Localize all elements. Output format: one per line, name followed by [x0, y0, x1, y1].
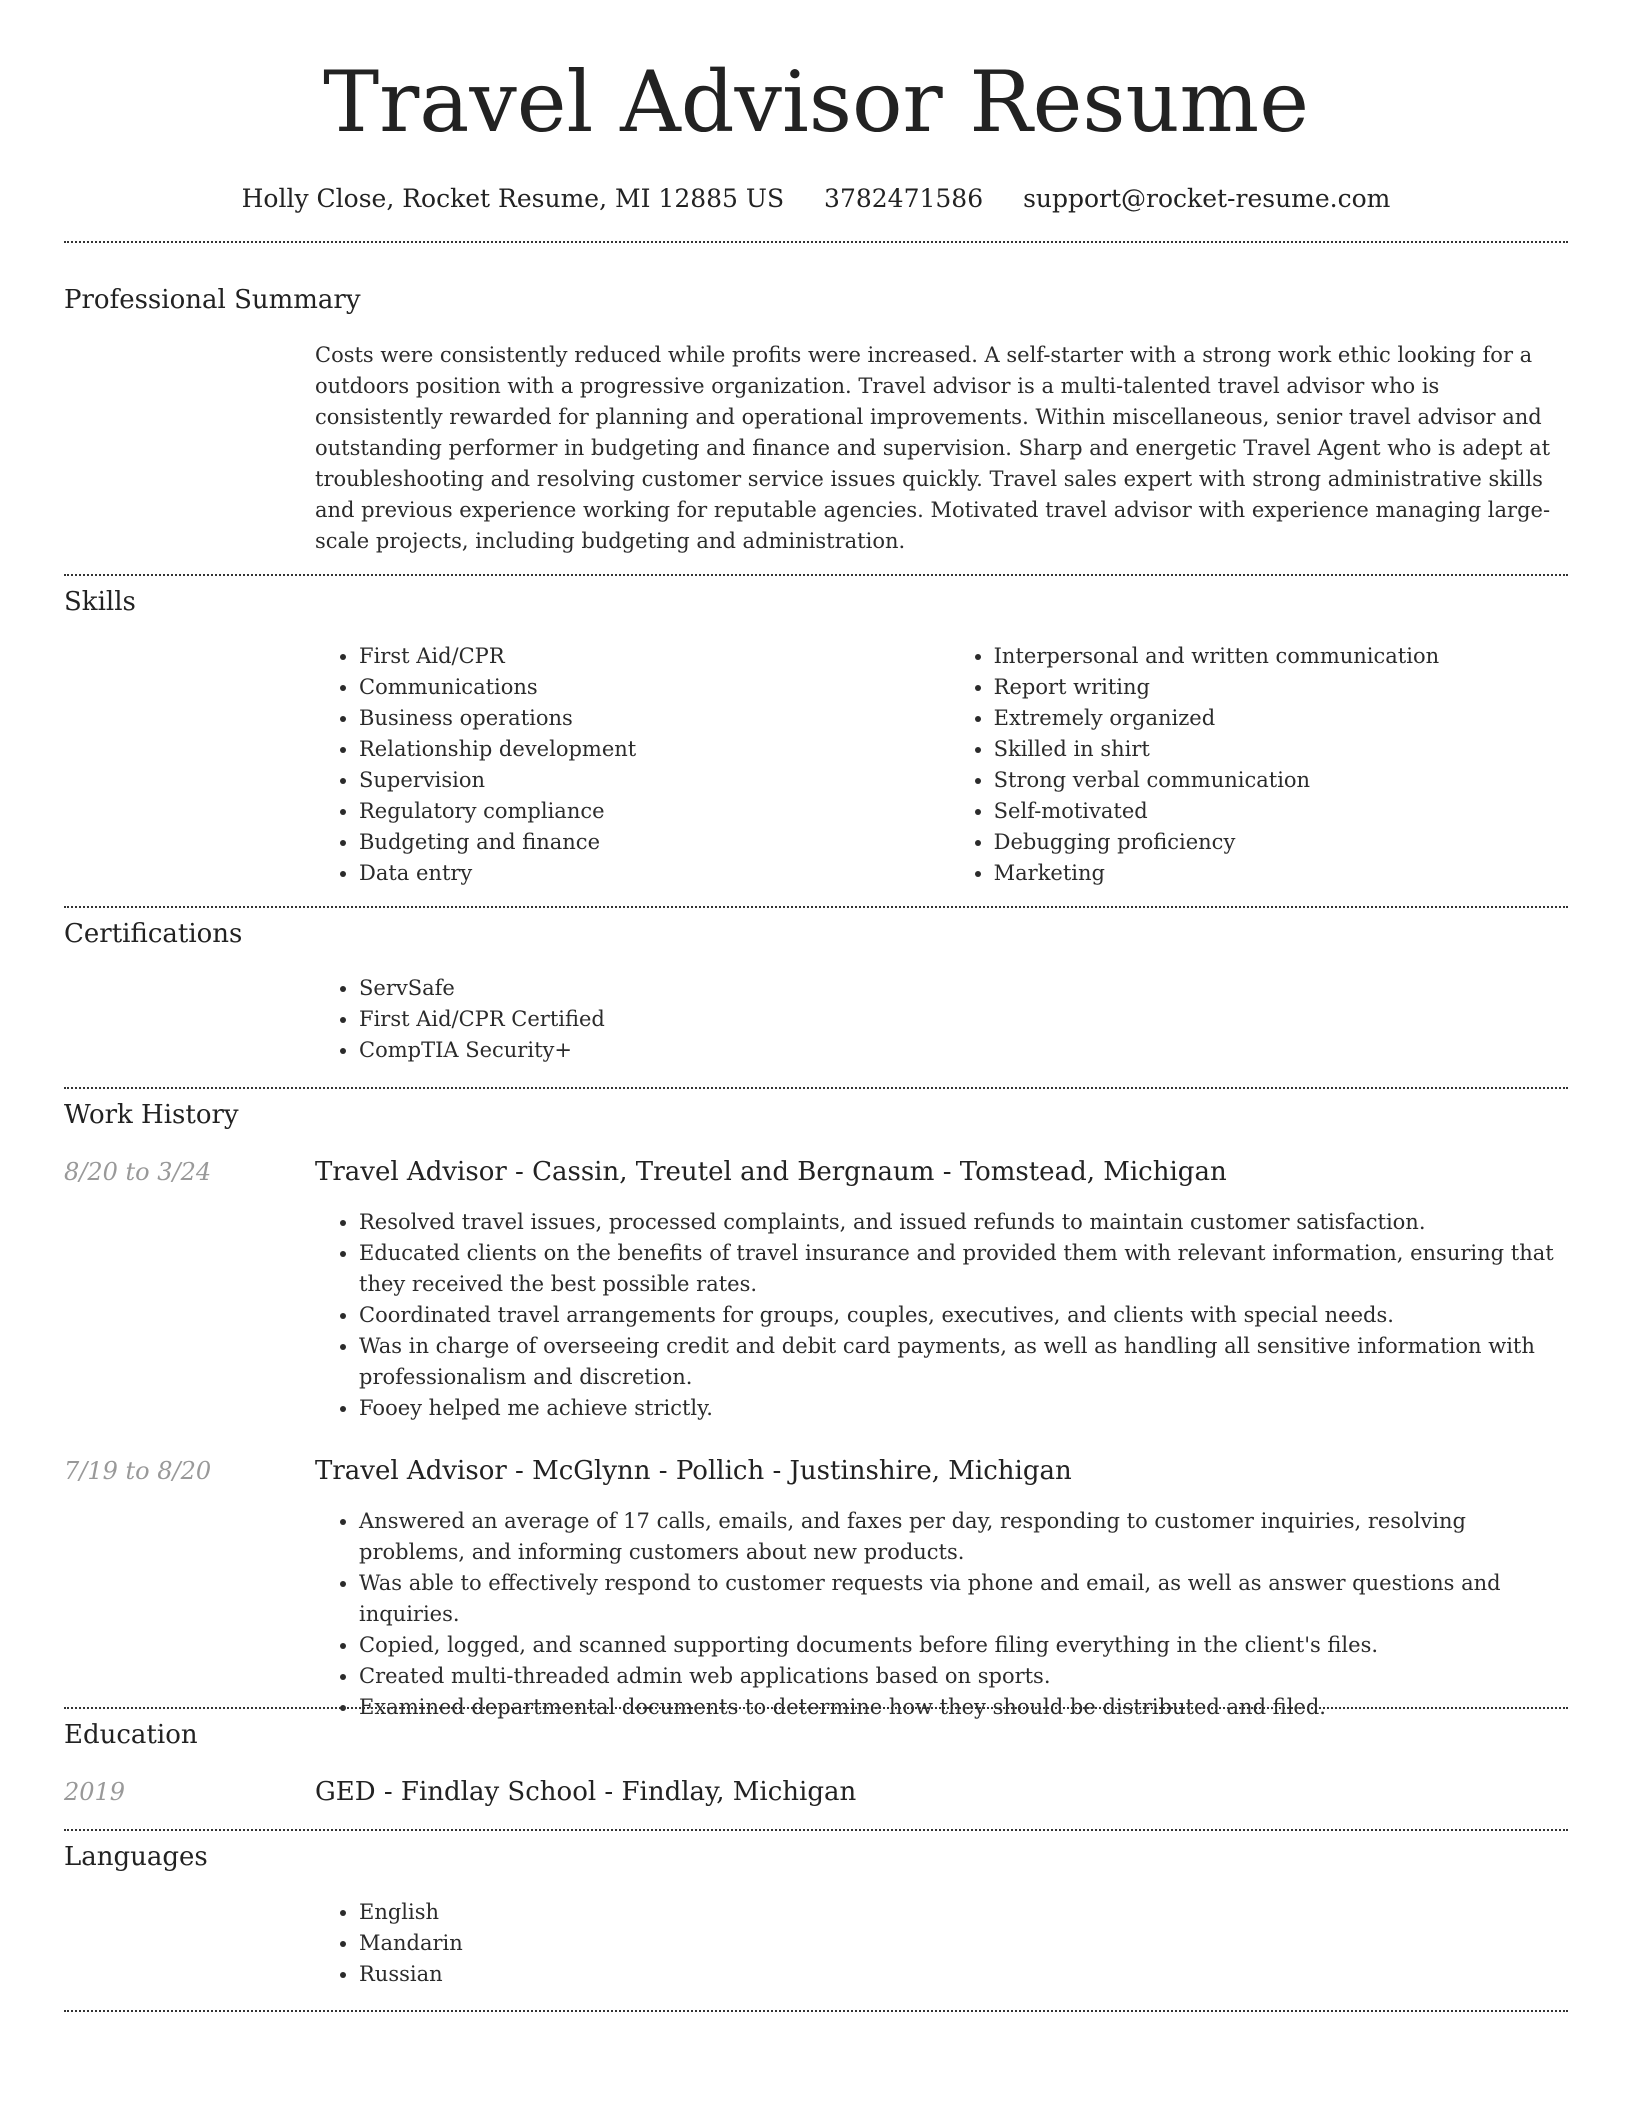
skills-heading: Skills	[64, 587, 136, 617]
languages-list	[315, 1897, 1568, 1990]
divider	[64, 1087, 1568, 1089]
summary-text: Costs were consistently reduced while profits were increased. A self-starter with a strong work ethic looking for a outdoors position with a progressive organization. Travel advisor is a multi-talented travel advisor who is consistently rewarded for planning and operational improvements. Within miscellaneous, senior travel advisor and outstanding performer in budgeting and finance and supervision. Sharp and energetic Travel Agent who is adept at troubleshooting and resolving customer service issues quickly. Travel sales expert with strong administrative skills and previous experience working for reputable agencies. Motivated travel advisor with experience managing large-scale projects, including budgeting and administration.	[315, 343, 1551, 553]
certification-item: • ServSafe	[359, 973, 1568, 1004]
job-dates: 7/19 to 8/20	[64, 1457, 212, 1485]
job-bullets	[315, 1207, 1568, 1424]
language-item: • Russian	[359, 1959, 1568, 1990]
work-heading: Work History	[64, 1100, 239, 1130]
skill-item: • Extremely organized	[994, 703, 1568, 734]
certification-item: • CompTIA Security+	[359, 1035, 1568, 1066]
resume-title: Travel Advisor Resume	[323, 53, 1309, 151]
contact-address: Holly Close, Rocket Resume, MI 12885 US	[241, 184, 785, 213]
skills-list	[315, 641, 1568, 889]
contact-line	[0, 182, 1632, 216]
divider	[64, 1707, 1568, 1709]
job-bullet: • Copied, logged, and scanned supporting documents before filing everything in the client's files.	[359, 1630, 1568, 1661]
education-degree: GED - Findlay School - Findlay, Michigan	[315, 1777, 857, 1807]
skill-item: • Budgeting and finance	[359, 827, 905, 858]
certification-item: • First Aid/CPR Certified	[359, 1004, 1568, 1035]
divider	[64, 1829, 1568, 1831]
skill-item: • Supervision	[359, 765, 905, 796]
job-bullet: • Was able to effectively respond to customer requests via phone and email, as well as answer questions and inquiries.	[359, 1568, 1568, 1630]
certifications-list	[315, 973, 1568, 1066]
education-year: 2019	[64, 1778, 126, 1806]
skills-right-list	[950, 641, 1568, 889]
job-bullet: • Educated clients on the benefits of travel insurance and provided them with relevant information, ensuring that they received the best possible rates.	[359, 1238, 1568, 1300]
job-dates: 8/20 to 3/24	[64, 1158, 212, 1186]
skill-item: • Regulatory compliance	[359, 796, 905, 827]
skill-item: • Data entry	[359, 858, 905, 889]
skill-item: • Communications	[359, 672, 905, 703]
resume-header	[0, 0, 1632, 216]
contact-email: support@rocket-resume.com	[1023, 184, 1391, 213]
skill-item: • Self-motivated	[994, 796, 1568, 827]
job-bullet: • Created multi-threaded admin web applications based on sports.	[359, 1661, 1568, 1692]
contact-phone: 3782471586	[824, 184, 984, 213]
job-bullet: • Fooey helped me achieve strictly.	[359, 1393, 1568, 1424]
job-title: Travel Advisor - Cassin, Treutel and Bergnaum - Tomstead, Michigan	[315, 1157, 1227, 1187]
language-item: • Mandarin	[359, 1928, 1568, 1959]
divider	[64, 241, 1568, 243]
education-heading: Education	[64, 1720, 198, 1750]
job-bullet: • Resolved travel issues, processed complaints, and issued refunds to maintain customer satisfaction.	[359, 1207, 1568, 1238]
summary-heading: Professional Summary	[64, 285, 361, 315]
job-bullet: • Coordinated travel arrangements for groups, couples, executives, and clients with special needs.	[359, 1300, 1568, 1331]
skill-item: • Debugging proficiency	[994, 827, 1568, 858]
skill-item: • Business operations	[359, 703, 905, 734]
skill-item: • Relationship development	[359, 734, 905, 765]
skill-item: • Strong verbal communication	[994, 765, 1568, 796]
divider	[64, 574, 1568, 576]
language-item: • English	[359, 1897, 1568, 1928]
divider	[64, 2010, 1568, 2012]
job-title: Travel Advisor - McGlynn - Pollich - Justinshire, Michigan	[315, 1456, 1072, 1486]
job-bullet: • Was in charge of overseeing credit and debit card payments, as well as handling all sensitive information with professionalism and discretion.	[359, 1331, 1568, 1393]
divider	[64, 906, 1568, 908]
languages-heading: Languages	[64, 1842, 208, 1872]
job-bullet: • Answered an average of 17 calls, emails, and faxes per day, responding to customer inquiries, resolving problems, and informing customers about new products.	[359, 1506, 1568, 1568]
skill-item: • Report writing	[994, 672, 1568, 703]
job-bullet: • Examined departmental documents to determine how they should be distributed and filed.	[359, 1692, 1568, 1723]
skill-item: • Interpersonal and written communication	[994, 641, 1568, 672]
skill-item: • Skilled in shirt	[994, 734, 1568, 765]
skills-left-list	[315, 641, 905, 889]
certifications-heading: Certifications	[64, 919, 243, 949]
skill-item: • First Aid/CPR	[359, 641, 905, 672]
skill-item: • Marketing	[994, 858, 1568, 889]
job-bullets	[315, 1506, 1568, 1723]
